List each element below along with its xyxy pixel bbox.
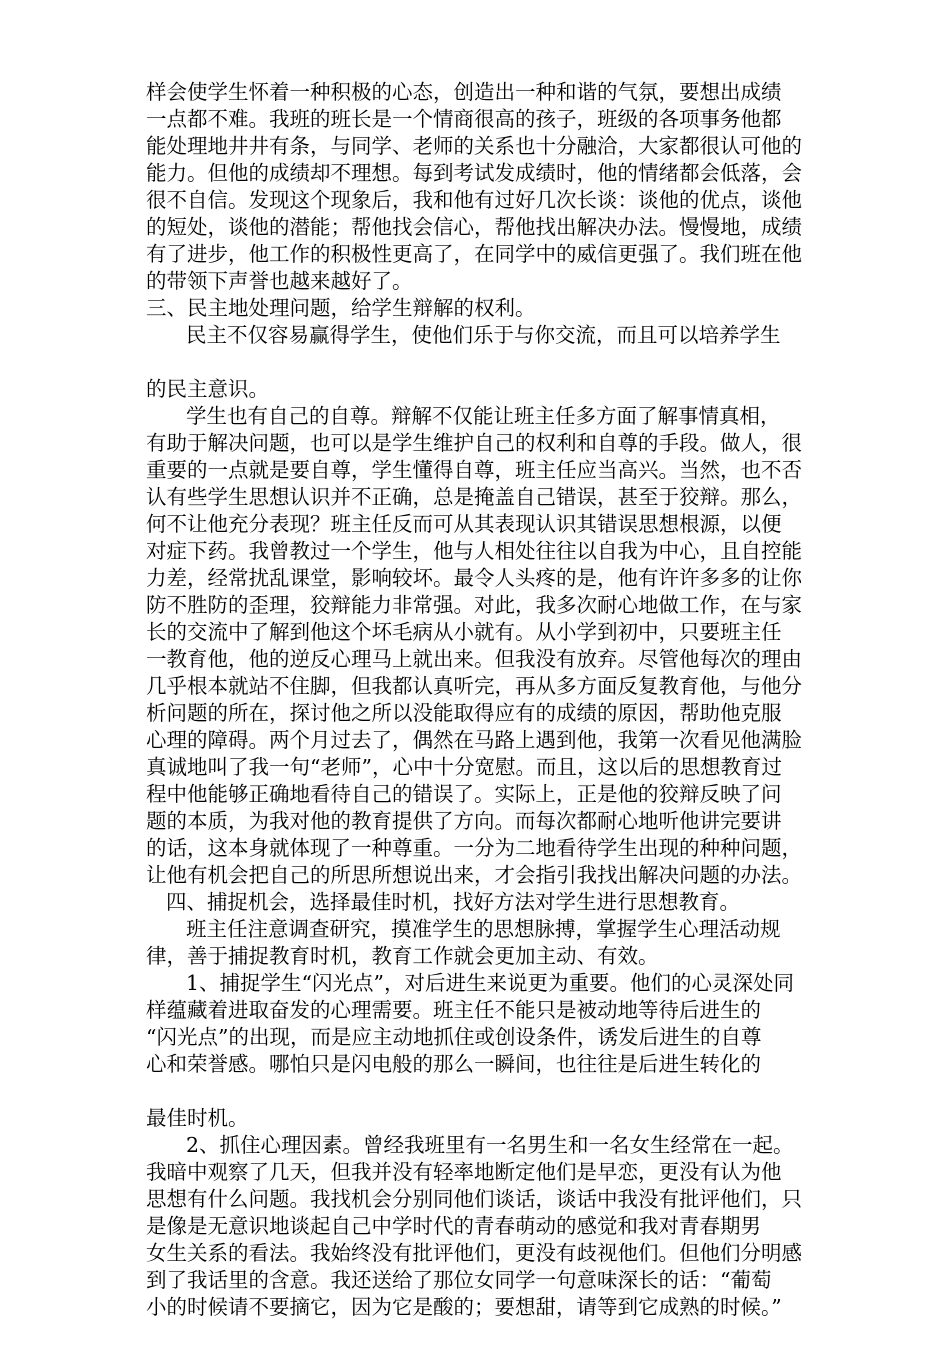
text-line: 心理的障碍。两个月过去了，偶然在马路上遇到他，我第一次看见他满脸 bbox=[146, 728, 802, 752]
text-line: 的带领下声誉也越来越好了。 bbox=[146, 269, 413, 293]
text-line: 的话，这本身就体现了一种尊重。一分为二地看待学生出现的种种问题， bbox=[146, 836, 802, 860]
text-line: 民主不仅容易赢得学生，使他们乐于与你交流，而且可以培养学生 bbox=[186, 323, 781, 347]
text-line: 一点都不难。我班的班长是一个情商很高的孩子，班级的各项事务他都 bbox=[146, 107, 782, 131]
text-line: 1、捕捉学生“闪光点”，对后进生来说更为重要。他们的心灵深处同 bbox=[186, 971, 795, 995]
text-line: 到了我话里的含意。我还送给了那位女同学一句意味深长的话：“葡萄 bbox=[146, 1268, 772, 1292]
text-line: 让他有机会把自己的所思所想说出来，才会指引我找出解决问题的办法。 bbox=[146, 863, 802, 887]
text-line: 样蕴藏着进取奋发的心理需要。班主任不能只是被动地等待后进生的 bbox=[146, 998, 761, 1022]
text-line: 题的本质，为我对他的教育提供了方向。而每次都耐心地听他讲完要讲 bbox=[146, 809, 782, 833]
text-line: 几乎根本就站不住脚，但我都认真听完，再从多方面反复教育他，与他分 bbox=[146, 674, 802, 698]
text-line: 真诚地叫了我一句“老师”，心中十分宽慰。而且，这以后的思想教育过 bbox=[146, 755, 782, 779]
text-line: 的民主意识。 bbox=[146, 377, 269, 401]
text-line: 小的时候请不要摘它，因为它是酸的；要想甜，请等到它成熟的时候。” bbox=[146, 1295, 782, 1319]
text-line: “闪光点”的出现，而是应主动地抓住或创设条件，诱发后进生的自尊 bbox=[146, 1025, 762, 1049]
text-line: 认有些学生思想认识并不正确，总是掩盖自己错误，甚至于狡辩。那么， bbox=[146, 485, 802, 509]
text-line: 一教育他，他的逆反心理马上就出来。但我没有放弃。尽管他每次的理由 bbox=[146, 647, 802, 671]
text-line: 心和荣誉感。哪怕只是闪电般的那么一瞬间，也往往是后进生转化的 bbox=[146, 1052, 761, 1076]
section-heading: 三、民主地处理问题，给学生辩解的权利。 bbox=[146, 296, 536, 320]
text-line: 有了进步，他工作的积极性更高了，在同学中的威信更强了。我们班在他 bbox=[146, 242, 802, 266]
text-line: 能处理地井井有条，与同学、老师的关系也十分融洽，大家都很认可他的 bbox=[146, 134, 802, 158]
text-line: 有助于解决问题，也可以是学生维护自己的权利和自尊的手段。做人，很 bbox=[146, 431, 802, 455]
text-line: 样会使学生怀着一种积极的心态，创造出一种和谐的气氛，要想出成绩 bbox=[146, 80, 782, 104]
text-line: 女生关系的看法。我始终没有批评他们，更没有歧视他们。但他们分明感 bbox=[146, 1241, 802, 1265]
text-line: 班主任注意调查研究，摸准学生的思想脉搏，掌握学生心理活动规 bbox=[186, 917, 781, 941]
text-line: 能力。但他的成绩却不理想。每到考试发成绩时，他的情绪都会低落，会 bbox=[146, 161, 802, 185]
text-line: 我暗中观察了几天，但我并没有轻率地断定他们是早恋，更没有认为他 bbox=[146, 1160, 782, 1184]
text-line: 思想有什么问题。我找机会分别同他们谈话，谈话中我没有批评他们，只 bbox=[146, 1187, 802, 1211]
text-line bbox=[146, 1318, 846, 1350]
text-line: 重要的一点就是要自尊，学生懂得自尊，班主任应当高兴。当然，也不否 bbox=[146, 458, 802, 482]
text-line: 的短处，谈他的潜能；帮他找会信心，帮他找出解决办法。慢慢地，成绩 bbox=[146, 215, 802, 239]
text-line: 析问题的所在，探讨他之所以没能取得应有的成绩的原因，帮助他克服 bbox=[146, 701, 782, 725]
text-line: 防不胜防的歪理，狡辩能力非常强。对此，我多次耐心地做工作，在与家 bbox=[146, 593, 802, 617]
text-line: 长的交流中了解到他这个坏毛病从小就有。从小学到初中，只要班主任 bbox=[146, 620, 782, 644]
text-line: 力差，经常扰乱课堂，影响较坏。最令人头疼的是，他有许许多多的让你 bbox=[146, 566, 802, 590]
text-line: 很不自信。发现这个现象后，我和他有过好几次长谈：谈他的优点，谈他 bbox=[146, 188, 802, 212]
text-line: 最佳时机。 bbox=[146, 1106, 249, 1130]
text-line: 2、抓住心理因素。曾经我班里有一名男生和一名女生经常在一起。 bbox=[186, 1133, 794, 1157]
text-line: 是像是无意识地谈起自己中学时代的青春萌动的感觉和我对青春期男 bbox=[146, 1214, 761, 1238]
text-line: 程中他能够正确地看待自己的错误了。实际上，正是他的狡辩反映了问 bbox=[146, 782, 782, 806]
text-line: 学生也有自己的自尊。辩解不仅能让班主任多方面了解事情真相， bbox=[186, 404, 781, 428]
text-line: 对症下药。我曾教过一个学生，他与人相处往往以自我为中心，且自控能 bbox=[146, 539, 802, 563]
text-line: 何不让他充分表现？班主任反而可从其表现认识其错误思想根源，以便 bbox=[146, 512, 782, 536]
section-heading: 四、捕捉机会，选择最佳时机，找好方法对学生进行思想教育。 bbox=[166, 890, 740, 914]
text-line: 律，善于捕捉教育时机，教育工作就会更加主动、有效。 bbox=[146, 944, 659, 968]
